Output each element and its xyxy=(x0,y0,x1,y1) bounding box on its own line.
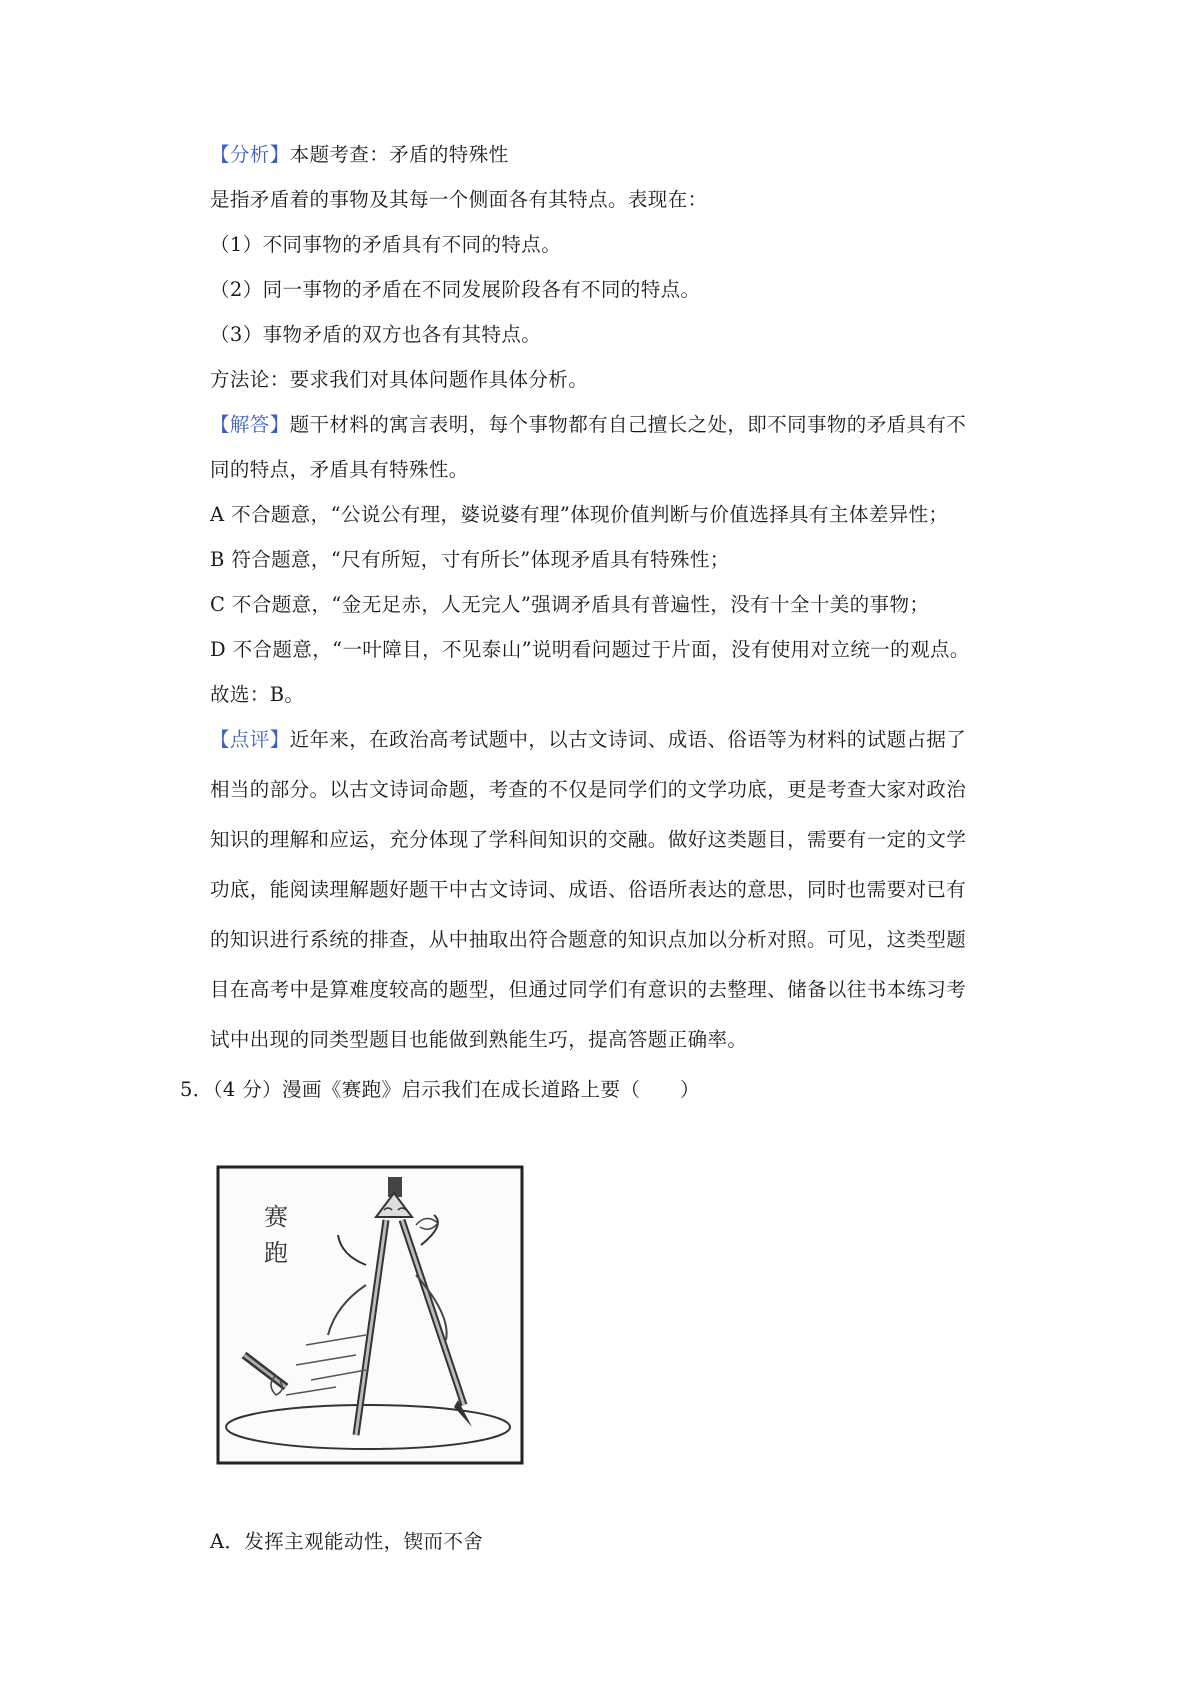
answer-option-d: D 不合题意，“一叶障目，不见泰山”说明看问题过于片面，没有使用对立统一的观点。 xyxy=(210,638,970,661)
analysis-tag: 【分析】 xyxy=(210,143,290,166)
review-line: 功底，能阅读理解题好题干中古文诗词、成语、俗语所表达的意思，同时也需要对已有 xyxy=(210,878,967,901)
answer-heading-line xyxy=(210,410,966,440)
answer-line: 同的特点，矛盾具有特殊性。 xyxy=(210,458,469,481)
review-line: 试中出现的同类型题目也能做到熟能生巧，提高答题正确率。 xyxy=(210,1028,748,1051)
analysis-line: 方法论：要求我们对具体问题作具体分析。 xyxy=(210,368,589,391)
review-first-line: 近年来，在政治高考试题中，以古文诗词、成语、俗语等为材料的试题占据了 xyxy=(289,728,967,751)
analysis-line: （3）事物矛盾的双方也各有其特点。 xyxy=(210,323,542,346)
answer-first-line: 题干材料的寓言表明，每个事物都有自己擅长之处，即不同事物的矛盾具有不 xyxy=(289,413,967,436)
review-line: 相当的部分。以古文诗词命题，考查的不仅是同学们的文学功底，更是考查大家对政治 xyxy=(210,778,967,801)
review-heading-line xyxy=(210,725,966,755)
review-line: 的知识进行系统的排查，从中抽取出符合题意的知识点加以分析对照。可见，这类型题 xyxy=(210,928,967,951)
review-tag: 【点评】 xyxy=(210,728,290,751)
review-line: 知识的理解和应运，充分体现了学科间知识的交融。做好这类题目，需要有一定的文学 xyxy=(210,828,967,851)
question-5-stem: 5．（4 分）漫画《赛跑》启示我们在成长道路上要（ ） xyxy=(180,1078,700,1101)
analysis-line: 是指矛盾着的事物及其每一个侧面各有其特点。表现在： xyxy=(210,188,708,211)
analysis-first-line: 本题考查：矛盾的特殊性 xyxy=(289,143,509,166)
answer-option-b: B 符合题意，“尺有所短，寸有所长”体现矛盾具有特殊性； xyxy=(210,548,730,571)
answer-option-a: A 不合题意，“公说公有理，婆说婆有理”体现价值判断与价值选择具有主体差异性； xyxy=(210,503,949,526)
answer-choice: 故选：B。 xyxy=(210,683,305,706)
review-line: 目在高考中是算难度较高的题型，但通过同学们有意识的去整理、储备以往书本练习考 xyxy=(210,978,967,1001)
question-5-option-a: A．发挥主观能动性，锲而不舍 xyxy=(210,1530,484,1553)
cartoon-title-char: 赛 xyxy=(264,1203,288,1231)
answer-option-c: C 不合题意，“金无足赤，人无完人”强调矛盾具有普遍性，没有十全十美的事物； xyxy=(210,593,930,616)
analysis-line: （1）不同事物的矛盾具有不同的特点。 xyxy=(210,233,562,256)
analysis-heading-line xyxy=(210,140,509,170)
analysis-line: （2）同一事物的矛盾在不同发展阶段各有不同的特点。 xyxy=(210,278,701,301)
race-cartoon-image xyxy=(216,1165,524,1465)
answer-tag: 【解答】 xyxy=(210,413,290,436)
cartoon-title-char: 跑 xyxy=(264,1239,288,1267)
